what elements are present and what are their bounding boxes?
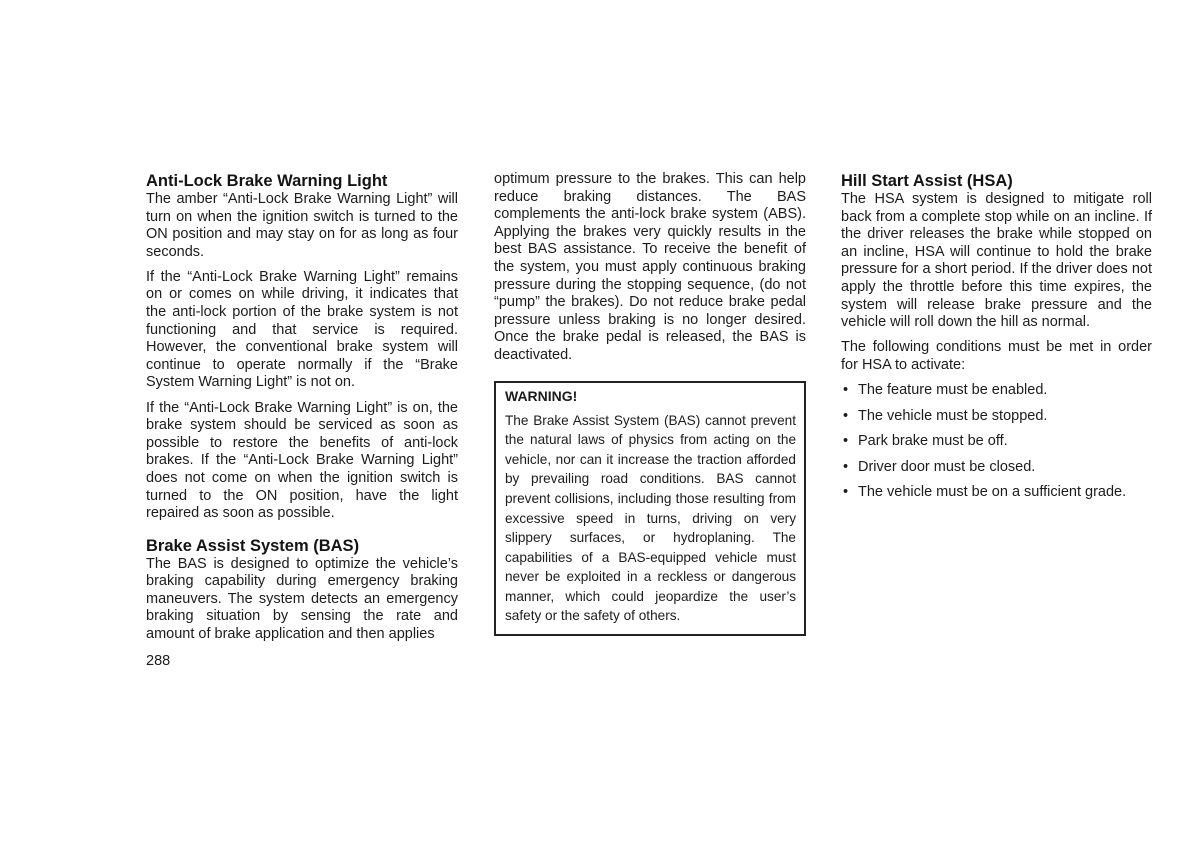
warning-box (494, 381, 806, 637)
abs-paragraph-2: If the “Anti-Lock Brake Warning Light” remains on or comes on while driving, it indicates that the anti-lock portion of the brake system is not functioning and that service is required. However, the conventional brake system will continue to operate normally if the “Brake System Warning Light” is not on. (146, 268, 458, 391)
condition-text: Park brake must be off. (858, 433, 1008, 450)
condition-text: The feature must be enabled. (858, 382, 1048, 399)
hsa-conditions-intro: The following conditions must be met in order for HSA to activate: (841, 339, 1152, 373)
page-number: 288 (146, 653, 171, 669)
hsa-paragraph: The HSA system is designed to mitigate roll back from a complete stop while on an incline. If the driver releases the brake while stopped on an incline, HSA will continue to hold the brake pressure for a short period. If the driver does not apply the throttle before this time expires, the system will release brake pressure and the vehicle will roll down the hill as normal. (841, 191, 1152, 331)
abs-paragraph-1: The amber “Anti-Lock Brake Warning Light” will turn on when the ignition switch is turned to the ON position and may stay on for as long as four seconds. (146, 191, 458, 260)
bullet-icon: • (843, 458, 849, 475)
hsa-heading: Hill Start Assist (HSA) (841, 172, 1013, 190)
bullet-icon: • (843, 484, 849, 500)
left-column (146, 171, 458, 651)
list-item (841, 484, 1152, 502)
bas-continued-paragraph: optimum pressure to the brakes. This can help reduce braking distances. The BAS complements the anti-lock brake system (ABS). Applying the brakes very quickly results in the best BAS assistance. To receive the benefit of the system, you must apply continuous braking pressure during the stopping sequence, (do not “pump” the brakes). Do not reduce brake pedal pressure unless braking is no longer desired. Once the brake pedal is released, the BAS is deactivated. (494, 171, 806, 363)
bas-heading: Brake Assist System (BAS) (146, 536, 360, 555)
abs-warning-light-heading: Anti-Lock Brake Warning Light (146, 172, 388, 190)
condition-text: The vehicle must be stopped. (858, 407, 1048, 424)
bullet-icon: • (843, 433, 849, 450)
bas-paragraph: The BAS is designed to optimize the vehicle’s braking capability during emergency braking maneuvers. The system detects an emergency braking situation by sensing the rate and amount of brake application and then applies (146, 555, 458, 643)
bullet-icon: • (843, 382, 849, 399)
abs-paragraph-3: If the “Anti-Lock Brake Warning Light” is on, the brake system should be serviced as soon as possible to restore the benefits of anti-lock brakes. If the “Anti-Lock Brake Warning Light” does not come on when the ignition switch is turned to the ON position, have the light repaired as soon as possible. (146, 399, 458, 522)
list-item (841, 433, 1152, 451)
bullet-icon: • (843, 407, 849, 424)
condition-text: Driver door must be closed. (858, 458, 1036, 475)
hsa-conditions-list (841, 382, 1152, 501)
warning-text: The Brake Assist System (BAS) cannot prevent the natural laws of physics from acting on the vehicle, nor can it increase the traction afforded by prevailing road conditions. BAS cannot prevent collisions, including those resulting from excessive speed in turns, driving on very slippery surfaces, or hydroplaning. The capabilities of a BAS-equipped vehicle must never be exploited in a reckless or dangerous manner, which could jeopardize the user’s safety or the safety of others. (505, 412, 796, 624)
right-column (841, 171, 1152, 509)
middle-column (494, 171, 806, 636)
list-item (841, 382, 1152, 400)
warning-title: WARNING! (505, 387, 578, 404)
list-item (841, 459, 1152, 477)
condition-text: The vehicle must be on a sufficient grade. (858, 484, 1127, 500)
list-item (841, 408, 1152, 426)
